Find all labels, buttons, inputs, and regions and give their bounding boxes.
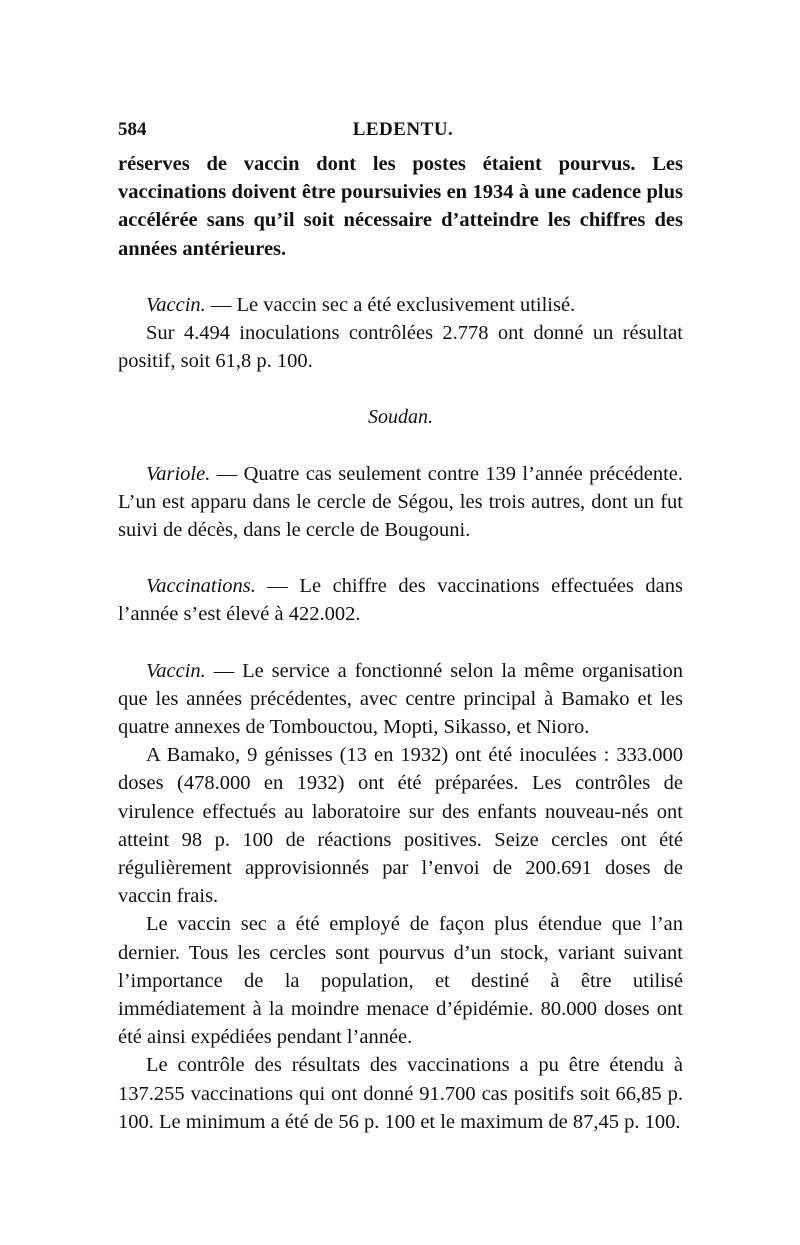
- paragraph-text: — Le vaccin sec a été exclusivement utilisé.: [205, 293, 576, 316]
- paragraph-vaccin: [118, 291, 683, 319]
- paragraph-variole: [118, 460, 683, 545]
- paragraph-lead: Vaccin.: [146, 659, 206, 682]
- paragraph-lead: Variole.: [146, 462, 211, 485]
- paragraph-vaccin-sec: Le vaccin sec a été employé de façon plus étendue que l’an dernier. Tous les cercles sont pourvus d’un stock, variant suivant l’importance de la population, et destiné à être utilisé immédiatement à la moindre menace d’épidémie. 80.000 doses ont été ainsi expédiées pendant l’année.: [118, 913, 683, 1049]
- paragraph-text: — Quatre cas seulement contre 139 l’année précédente. L’un est apparu dans le cercle de Ségou, les trois autres, dont un fut suivi de décès, dans le cercle de Bougouni.: [118, 462, 683, 542]
- page-header: [118, 119, 688, 145]
- paragraph-continuation: réserves de vaccin dont les postes étaient pourvus. Les vaccinations doivent être poursuivies en 1934 à une cadence plus accélérée sans qu’il soit nécessaire d’atteindre les chiffres des années antérieures.: [118, 153, 683, 260]
- paragraph-bamako: A Bamako, 9 génisses (13 en 1932) ont été inoculées : 333.000 doses (478.000 en 1932) ont été préparées. Les contrôles de virulence effectués au laboratoire sur des enfants nouveau-nés ont atteint 98 p. 100 de réactions positives. Seize cercles ont été régulièrement approvisionnés par l’envoi de 200.691 doses de vaccin frais.: [118, 744, 683, 908]
- paragraph-vaccin-service: [118, 657, 683, 742]
- body-text: [118, 150, 683, 1136]
- paragraph-lead: Vaccinations.: [146, 575, 256, 598]
- paragraph-text: — Le chiffre des vaccinations effectuées dans l’année s’est élevé à 422.002.: [118, 575, 683, 626]
- paragraph-vaccinations: [118, 572, 683, 628]
- paragraph-lead: Vaccin.: [146, 293, 206, 316]
- paragraph-controle: Le contrôle des résultats des vaccinations a pu être étendu à 137.255 vaccinations qui ont donné 91.700 cas positifs soit 66,85 p. 100. Le minimum a été de 56 p. 100 et le maximum de 87,45 p. 100.: [118, 1054, 683, 1133]
- page-number: 584: [118, 119, 147, 140]
- running-head: LEDENTU.: [352, 119, 454, 140]
- paragraph-text: — Le service a fonctionné selon la même organisation que les années précédentes, avec centre principal à Bamako et les quatre annexes de Tombouctou, Mopti, Sikasso, et Nioro.: [118, 659, 683, 739]
- section-heading-soudan: Soudan.: [368, 406, 433, 429]
- paragraph-inoculations: Sur 4.494 inoculations contrôlées 2.778 ont donné un résultat positif, soit 61,8 p. 100.: [118, 322, 683, 373]
